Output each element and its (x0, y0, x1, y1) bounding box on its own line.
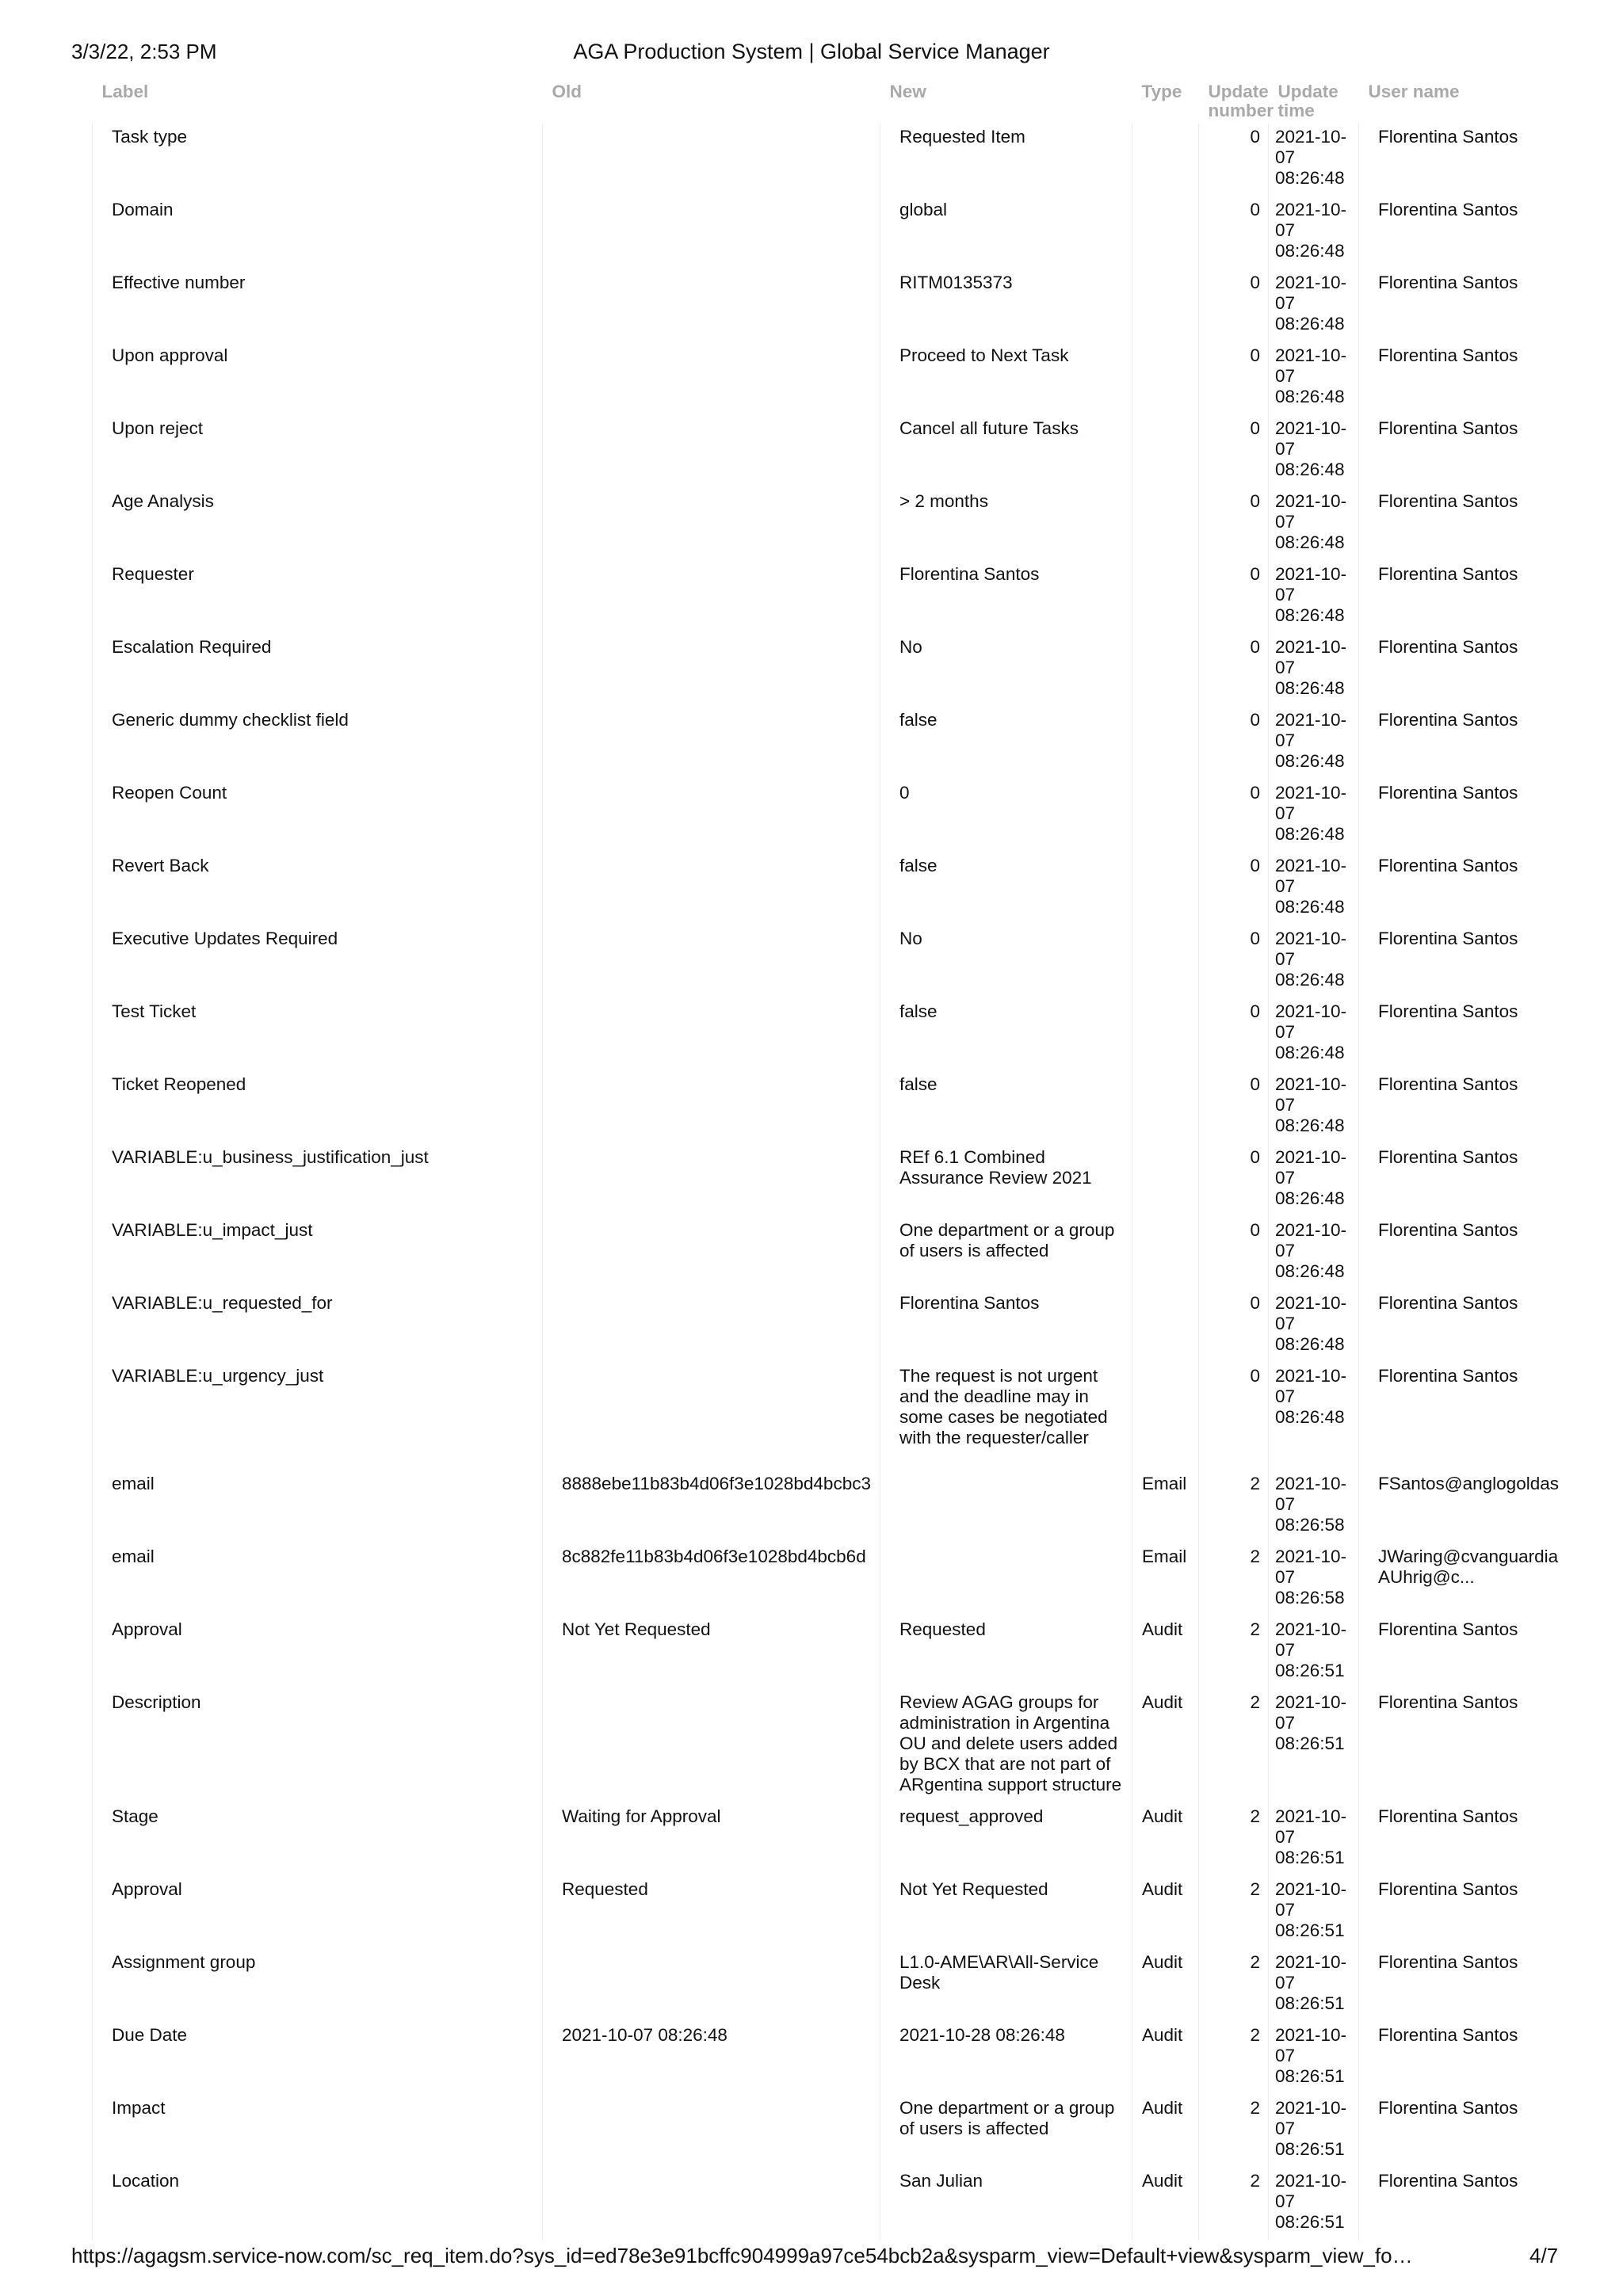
cell-new: 0 (880, 780, 1132, 852)
cell-update-number: 0 (1199, 196, 1269, 269)
cell-type (1132, 780, 1199, 852)
cell-user-name: Florentina Santos (1359, 1290, 1532, 1363)
cell-type (1132, 269, 1199, 342)
table-row[interactable] (93, 634, 1532, 707)
cell-update-time: 2021-10-07 08:26:51 (1269, 2022, 1359, 2095)
table-row[interactable] (93, 2095, 1532, 2168)
cell-new: 2021-10-28 08:26:48 (880, 2022, 1132, 2095)
cell-update-time: 2021-10-07 08:26:58 (1269, 1470, 1359, 1543)
column-header-new[interactable]: New (889, 82, 926, 101)
cell-type (1132, 1217, 1199, 1290)
table-row[interactable] (93, 925, 1532, 998)
table-row[interactable] (93, 1803, 1532, 1876)
cell-type: Audit (1132, 2095, 1199, 2168)
cell-user-name: JWaring@cvanguardia AUhrig@c... (1359, 1543, 1532, 1616)
cell-type (1132, 1144, 1199, 1217)
cell-user-name: Florentina Santos (1359, 196, 1532, 269)
cell-type: Audit (1132, 1689, 1199, 1803)
cell-label: Approval (93, 1616, 543, 1689)
cell-label: VARIABLE:u_business_justification_just (93, 1144, 543, 1217)
cell-update-number: 2 (1199, 2168, 1269, 2241)
cell-label: Executive Updates Required (93, 925, 543, 998)
cell-label: Impact (93, 2095, 543, 2168)
column-header-update-time[interactable]: Update time (1277, 82, 1338, 120)
cell-update-number: 2 (1199, 1543, 1269, 1616)
cell-user-name: Florentina Santos (1359, 1689, 1532, 1803)
cell-update-number: 0 (1199, 269, 1269, 342)
cell-update-time: 2021-10-07 08:26:48 (1269, 1363, 1359, 1470)
cell-type (1132, 634, 1199, 707)
cell-update-time: 2021-10-07 08:26:51 (1269, 2095, 1359, 2168)
cell-label: Domain (93, 196, 543, 269)
cell-update-number: 2 (1199, 1949, 1269, 2022)
cell-update-number: 2 (1199, 1876, 1269, 1949)
cell-update-time: 2021-10-07 08:26:48 (1269, 488, 1359, 561)
cell-update-time: 2021-10-07 08:26:48 (1269, 1290, 1359, 1363)
cell-type: Audit (1132, 1949, 1199, 2022)
cell-label: VARIABLE:u_urgency_just (93, 1363, 543, 1470)
cell-old (543, 2168, 880, 2241)
cell-type (1132, 852, 1199, 925)
cell-update-time: 2021-10-07 08:26:58 (1269, 1543, 1359, 1616)
cell-label: Assignment group (93, 1949, 543, 2022)
cell-type (1132, 196, 1199, 269)
cell-label: Generic dummy checklist field (93, 707, 543, 780)
cell-user-name: Florentina Santos (1359, 415, 1532, 488)
table-row[interactable] (93, 1616, 1532, 1689)
cell-label: Requester (93, 561, 543, 634)
column-header-type[interactable]: Type (1141, 82, 1182, 101)
cell-type (1132, 925, 1199, 998)
table-row[interactable] (93, 1144, 1532, 1217)
cell-type (1132, 998, 1199, 1071)
cell-label: Age Analysis (93, 488, 543, 561)
cell-user-name: Florentina Santos (1359, 561, 1532, 634)
cell-new: Not Yet Requested (880, 1876, 1132, 1949)
cell-old (543, 634, 880, 707)
table-body (93, 124, 1559, 2241)
table-row[interactable] (93, 852, 1532, 925)
cell-old (543, 415, 880, 488)
cell-type (1132, 342, 1199, 415)
cell-label: Upon reject (93, 415, 543, 488)
cell-update-time: 2021-10-07 08:26:48 (1269, 1217, 1359, 1290)
cell-user-name: Florentina Santos (1359, 1616, 1532, 1689)
cell-update-time: 2021-10-07 08:26:51 (1269, 1876, 1359, 1949)
cell-update-time: 2021-10-07 08:26:48 (1269, 415, 1359, 488)
cell-new: Review AGAG groups for administration in Argentina OU and delete users added by BCX that are not part of ARgentina support structure (880, 1689, 1132, 1803)
table-row[interactable] (93, 561, 1532, 634)
cell-update-time: 2021-10-07 08:26:48 (1269, 780, 1359, 852)
cell-update-time: 2021-10-07 08:26:48 (1269, 852, 1359, 925)
cell-label: email (93, 1543, 543, 1616)
cell-new: Proceed to Next Task (880, 342, 1132, 415)
cell-label: Task type (93, 124, 543, 196)
cell-new: global (880, 196, 1132, 269)
cell-update-number: 0 (1199, 488, 1269, 561)
cell-new: Cancel all future Tasks (880, 415, 1132, 488)
cell-user-name: Florentina Santos (1359, 1876, 1532, 1949)
cell-update-number: 0 (1199, 707, 1269, 780)
cell-user-name: Florentina Santos (1359, 998, 1532, 1071)
cell-old (543, 1144, 880, 1217)
cell-label: Ticket Reopened (93, 1071, 543, 1144)
table-row[interactable] (93, 342, 1532, 415)
cell-old: Requested (543, 1876, 880, 1949)
cell-user-name: FSantos@anglogoldas (1359, 1470, 1532, 1543)
cell-old: Waiting for Approval (543, 1803, 880, 1876)
cell-old (543, 1949, 880, 2022)
cell-new: Florentina Santos (880, 1290, 1132, 1363)
cell-type: Audit (1132, 2022, 1199, 2095)
cell-user-name: Florentina Santos (1359, 707, 1532, 780)
cell-new (880, 1543, 1132, 1616)
cell-user-name: Florentina Santos (1359, 780, 1532, 852)
cell-label: VARIABLE:u_impact_just (93, 1217, 543, 1290)
cell-update-time: 2021-10-07 08:26:48 (1269, 1144, 1359, 1217)
cell-old: 8c882fe11b83b4d06f3e1028bd4bcb6d (543, 1543, 880, 1616)
cell-label: Location (93, 2168, 543, 2241)
cell-label: Escalation Required (93, 634, 543, 707)
cell-update-number: 2 (1199, 1470, 1269, 1543)
table-row[interactable] (93, 998, 1532, 1071)
cell-new: request_approved (880, 1803, 1132, 1876)
cell-new: One department or a group of users is affected (880, 1217, 1132, 1290)
cell-new: false (880, 707, 1132, 780)
cell-user-name: Florentina Santos (1359, 269, 1532, 342)
cell-update-time: 2021-10-07 08:26:48 (1269, 998, 1359, 1071)
history-table (92, 82, 1559, 2241)
cell-update-number: 0 (1199, 1144, 1269, 1217)
column-header-update-number[interactable]: Update number (1208, 82, 1274, 120)
cell-update-time: 2021-10-07 08:26:51 (1269, 1616, 1359, 1689)
print-datetime: 3/3/22, 2:53 PM (71, 40, 217, 63)
cell-old (543, 269, 880, 342)
cell-user-name: Florentina Santos (1359, 488, 1532, 561)
cell-old: 2021-10-07 08:26:48 (543, 2022, 880, 2095)
cell-update-number: 0 (1199, 780, 1269, 852)
cell-update-time: 2021-10-07 08:26:48 (1269, 196, 1359, 269)
cell-type: Audit (1132, 1876, 1199, 1949)
cell-update-number: 0 (1199, 998, 1269, 1071)
cell-new: false (880, 1071, 1132, 1144)
page-number: 4/7 (1529, 2244, 1559, 2267)
cell-user-name: Florentina Santos (1359, 634, 1532, 707)
table-row[interactable] (93, 124, 1532, 196)
cell-user-name: Florentina Santos (1359, 2022, 1532, 2095)
table-row[interactable] (93, 1470, 1532, 1543)
cell-new: San Julian (880, 2168, 1132, 2241)
cell-update-time: 2021-10-07 08:26:51 (1269, 1689, 1359, 1803)
cell-update-number: 0 (1199, 561, 1269, 634)
cell-label: Revert Back (93, 852, 543, 925)
cell-old (543, 561, 880, 634)
cell-label: Reopen Count (93, 780, 543, 852)
cell-new: Requested (880, 1616, 1132, 1689)
cell-update-time: 2021-10-07 08:26:48 (1269, 1071, 1359, 1144)
cell-label: Approval (93, 1876, 543, 1949)
table-row[interactable] (93, 1876, 1532, 1949)
table-row[interactable] (93, 2168, 1532, 2241)
cell-new: false (880, 998, 1132, 1071)
table-header-row (93, 82, 1532, 124)
cell-type: Audit (1132, 2168, 1199, 2241)
table-row[interactable] (93, 1363, 1532, 1470)
cell-update-number: 2 (1199, 1689, 1269, 1803)
cell-update-number: 2 (1199, 2095, 1269, 2168)
cell-new: No (880, 634, 1132, 707)
cell-user-name: Florentina Santos (1359, 1803, 1532, 1876)
table-row[interactable] (93, 2022, 1532, 2095)
cell-type (1132, 707, 1199, 780)
cell-type (1132, 1071, 1199, 1144)
cell-type: Email (1132, 1470, 1199, 1543)
table-row[interactable] (93, 1543, 1532, 1616)
cell-new: L1.0-AME\AR\All-Service Desk (880, 1949, 1132, 2022)
column-header-old[interactable]: Old (552, 82, 582, 101)
cell-new: The request is not urgent and the deadline may in some cases be negotiated with the requester/caller (880, 1363, 1132, 1470)
cell-old (543, 488, 880, 561)
cell-update-number: 0 (1199, 415, 1269, 488)
cell-label: email (93, 1470, 543, 1543)
cell-type (1132, 124, 1199, 196)
cell-label: Stage (93, 1803, 543, 1876)
cell-type: Audit (1132, 1803, 1199, 1876)
cell-user-name: Florentina Santos (1359, 1217, 1532, 1290)
cell-new: REf 6.1 Combined Assurance Review 2021 (880, 1144, 1132, 1217)
cell-user-name: Florentina Santos (1359, 1071, 1532, 1144)
column-header-label[interactable]: Label (101, 82, 149, 101)
cell-old (543, 925, 880, 998)
cell-label: Upon approval (93, 342, 543, 415)
page-title: AGA Production System | Global Service Manager (573, 40, 1050, 63)
cell-label: VARIABLE:u_requested_for (93, 1290, 543, 1363)
table-row[interactable] (93, 707, 1532, 780)
cell-user-name: Florentina Santos (1359, 2095, 1532, 2168)
cell-user-name: Florentina Santos (1359, 1949, 1532, 2022)
cell-type (1132, 1290, 1199, 1363)
cell-update-number: 2 (1199, 2022, 1269, 2095)
cell-update-number: 0 (1199, 124, 1269, 196)
table-row[interactable] (93, 488, 1532, 561)
cell-label: Test Ticket (93, 998, 543, 1071)
table-row[interactable] (93, 780, 1532, 852)
cell-old: 8888ebe11b83b4d06f3e1028bd4bcbc3 (543, 1470, 880, 1543)
cell-old (543, 342, 880, 415)
table-row[interactable] (93, 1689, 1532, 1803)
cell-type (1132, 1363, 1199, 1470)
cell-user-name: Florentina Santos (1359, 2168, 1532, 2241)
cell-update-number: 0 (1199, 634, 1269, 707)
cell-update-time: 2021-10-07 08:26:48 (1269, 124, 1359, 196)
cell-label: Description (93, 1689, 543, 1803)
cell-old (543, 1217, 880, 1290)
footer-url: https://agagsm.service-now.com/sc_req_item.do?sys_id=ed78e3e91bcffc904999a97ce54bcb2a&sysparm_view=Default+view&sysparm_view_fo… (71, 2244, 1413, 2267)
cell-update-time: 2021-10-07 08:26:48 (1269, 634, 1359, 707)
table-row[interactable] (93, 415, 1532, 488)
cell-update-number: 0 (1199, 1217, 1269, 1290)
cell-old (543, 1689, 880, 1803)
table-row[interactable] (93, 196, 1532, 269)
cell-update-number: 2 (1199, 1616, 1269, 1689)
cell-update-number: 0 (1199, 925, 1269, 998)
table-row[interactable] (93, 1949, 1532, 2022)
cell-label: Effective number (93, 269, 543, 342)
cell-update-number: 2 (1199, 1803, 1269, 1876)
cell-new: false (880, 852, 1132, 925)
cell-type: Email (1132, 1543, 1199, 1616)
cell-old (543, 124, 880, 196)
cell-update-number: 0 (1199, 1071, 1269, 1144)
cell-new: No (880, 925, 1132, 998)
cell-update-time: 2021-10-07 08:26:48 (1269, 925, 1359, 998)
cell-user-name: Florentina Santos (1359, 124, 1532, 196)
cell-new: One department or a group of users is affected (880, 2095, 1132, 2168)
cell-update-time: 2021-10-07 08:26:51 (1269, 1803, 1359, 1876)
cell-new: Requested Item (880, 124, 1132, 196)
cell-old (543, 852, 880, 925)
cell-update-time: 2021-10-07 08:26:48 (1269, 342, 1359, 415)
cell-label: Due Date (93, 2022, 543, 2095)
cell-type: Audit (1132, 1616, 1199, 1689)
table-row[interactable] (93, 1071, 1532, 1144)
cell-new: > 2 months (880, 488, 1132, 561)
cell-old: Not Yet Requested (543, 1616, 880, 1689)
cell-old (543, 1363, 880, 1470)
cell-update-time: 2021-10-07 08:26:48 (1269, 707, 1359, 780)
cell-update-time: 2021-10-07 08:26:51 (1269, 1949, 1359, 2022)
cell-update-number: 0 (1199, 1290, 1269, 1363)
column-header-user-name[interactable]: User name (1368, 82, 1460, 101)
cell-user-name: Florentina Santos (1359, 925, 1532, 998)
cell-update-number: 0 (1199, 1363, 1269, 1470)
cell-old (543, 1071, 880, 1144)
cell-old (543, 196, 880, 269)
cell-update-number: 0 (1199, 852, 1269, 925)
cell-new: RITM0135373 (880, 269, 1132, 342)
cell-update-time: 2021-10-07 08:26:48 (1269, 269, 1359, 342)
cell-update-time: 2021-10-07 08:26:48 (1269, 561, 1359, 634)
cell-type (1132, 488, 1199, 561)
cell-old (543, 1290, 880, 1363)
cell-type (1132, 561, 1199, 634)
cell-user-name: Florentina Santos (1359, 1144, 1532, 1217)
cell-update-number: 0 (1199, 342, 1269, 415)
cell-type (1132, 415, 1199, 488)
table-row[interactable] (93, 269, 1532, 342)
cell-user-name: Florentina Santos (1359, 852, 1532, 925)
cell-old (543, 707, 880, 780)
cell-user-name: Florentina Santos (1359, 342, 1532, 415)
cell-user-name: Florentina Santos (1359, 1363, 1532, 1470)
cell-old (543, 780, 880, 852)
cell-update-time: 2021-10-07 08:26:51 (1269, 2168, 1359, 2241)
cell-old (543, 998, 880, 1071)
table-row[interactable] (93, 1290, 1532, 1363)
cell-new: Florentina Santos (880, 561, 1132, 634)
table-row[interactable] (93, 1217, 1532, 1290)
cell-old (543, 2095, 880, 2168)
cell-new (880, 1470, 1132, 1543)
